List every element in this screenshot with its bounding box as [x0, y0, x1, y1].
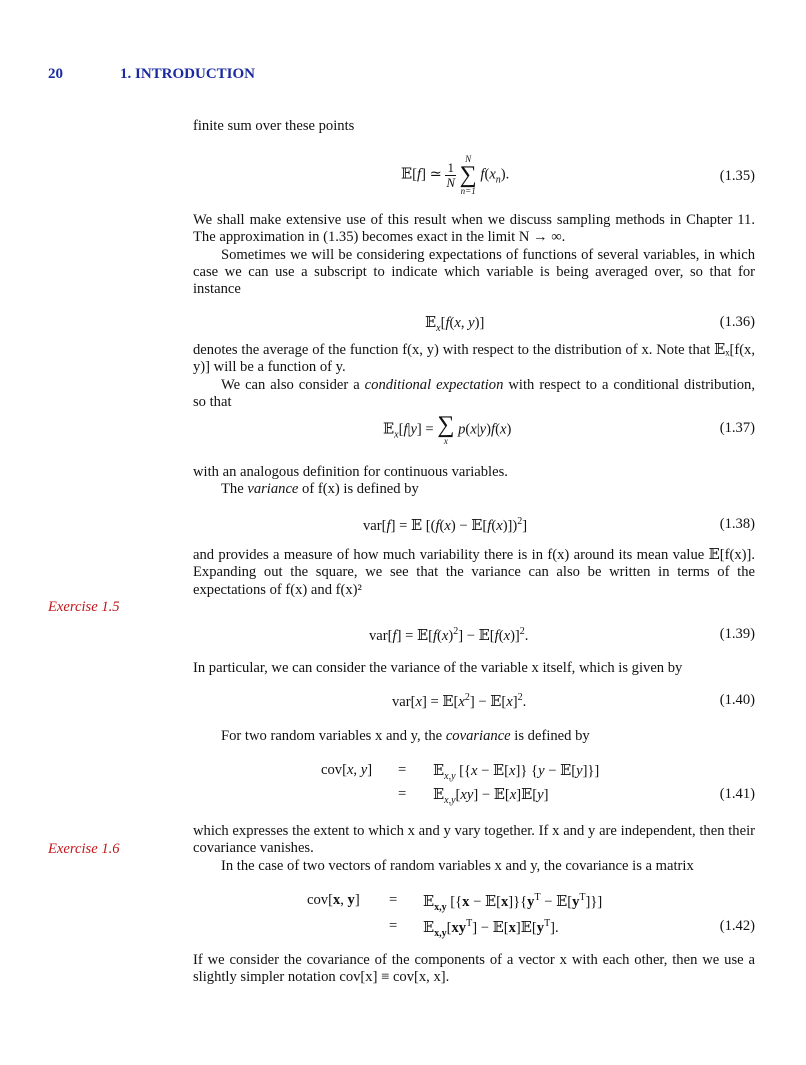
- paragraph-11: which expresses the extent to which x and y vary together. If x and y are independent, then their covariance vanishes. In the case of two vectors of random variables x and y, the covariance is a matrix: [193, 823, 755, 874]
- equation-1-39: $var[f] = 𝔼[f(x)^2]$ − $𝔼[f(x)]^2$. (1.39): [369, 626, 755, 644]
- paragraph-8: and provides a measure of how much variability there is in f(x) around its mean value 𝔼[f(x)]. Expanding out the square, we see that the variance can also be written in terms of the expectations of f(x) and f(x)²: [193, 547, 755, 598]
- eq-number: (1.38): [719, 516, 755, 532]
- chapter-title: 1. INTRODUCTION: [120, 66, 256, 82]
- eq-number: (1.42): [719, 918, 755, 934]
- running-header: [48, 66, 255, 83]
- eq-number: (1.36): [719, 314, 755, 330]
- paragraph-2: We shall make extensive use of this result when we discuss sampling methods in Chapter 11. The approximation in (1.35) becomes exact in the limit N → ∞. Sometimes we will be considering expectations of functions of several variables, in which case we can use a subscript to indicate which variable is being averaged over, so that for instance: [193, 212, 755, 298]
- page-number: 20: [48, 66, 63, 82]
- paragraph-13: If we consider the covariance of the components of a vector x with each other, then we use a slightly simpler notation cov[x] ≡ cov[x, x].: [193, 952, 755, 986]
- exercise-1-5-note[interactable]: Exercise 1.5: [48, 599, 120, 615]
- exercise-1-6-note[interactable]: Exercise 1.6: [48, 841, 120, 857]
- paragraph-9: In particular, we can consider the variance of the variable x itself, which is given by: [193, 660, 683, 676]
- equation-1-37: 𝔼$_x$[f|y] = ∑ x p(x|y)f(x) (1.37): [383, 412, 755, 446]
- equation-1-40: $var[x] = 𝔼[x^2]$ − $𝔼[x]^2$. (1.40): [392, 692, 755, 710]
- paragraph-10: For two random variables x and y, the covariance is defined by: [221, 728, 590, 744]
- equation-1-38: var[f] = 𝔼 [(f(x) − 𝔼[f(x)])$^2$] (1.38): [363, 516, 755, 534]
- eq-number: (1.37): [719, 420, 755, 436]
- equation-1-36: 𝔼$_x$[f(x, y)] (1.36): [425, 314, 755, 334]
- paragraph-1: finite sum over these points: [193, 118, 355, 134]
- equation-1-35: 𝔼[f] ≃ $\frac{1}{N}$ N ∑ n=1 $f(x_n)$. (1.35): [401, 154, 755, 196]
- paragraph-6: with an analogous definition for continuous variables. The variance of f(x) is defined by: [193, 464, 508, 498]
- equation-1-41: cov[x, y] = 𝔼$_{x,y}$ [{x − 𝔼[x]} {y − 𝔼[y]}] = 𝔼$_{x,y}$[xy] − 𝔼[x]𝔼[y] (1.41): [321, 762, 755, 806]
- eq-number: (1.40): [719, 692, 755, 708]
- eq-number: (1.41): [719, 786, 755, 802]
- eq-number: (1.39): [719, 626, 755, 642]
- eq-number: (1.35): [719, 168, 755, 184]
- equation-1-42: cov[x, y] = 𝔼$_{x,y}$ [$\{x - 𝔼[x]\}\{y^T$ − $𝔼[y^T]$}] = $𝔼_{x,y}[xy^T]$ − $𝔼[x]𝔼[y^T]$. (1.42): [307, 892, 755, 939]
- paragraph-4: denotes the average of the function f(x, y) with respect to the distribution of x. Note that 𝔼ₓ[f(x, y)] will be a function of y. We can also consider a conditional expectation with respect to a conditional distribution, so that: [193, 342, 755, 410]
